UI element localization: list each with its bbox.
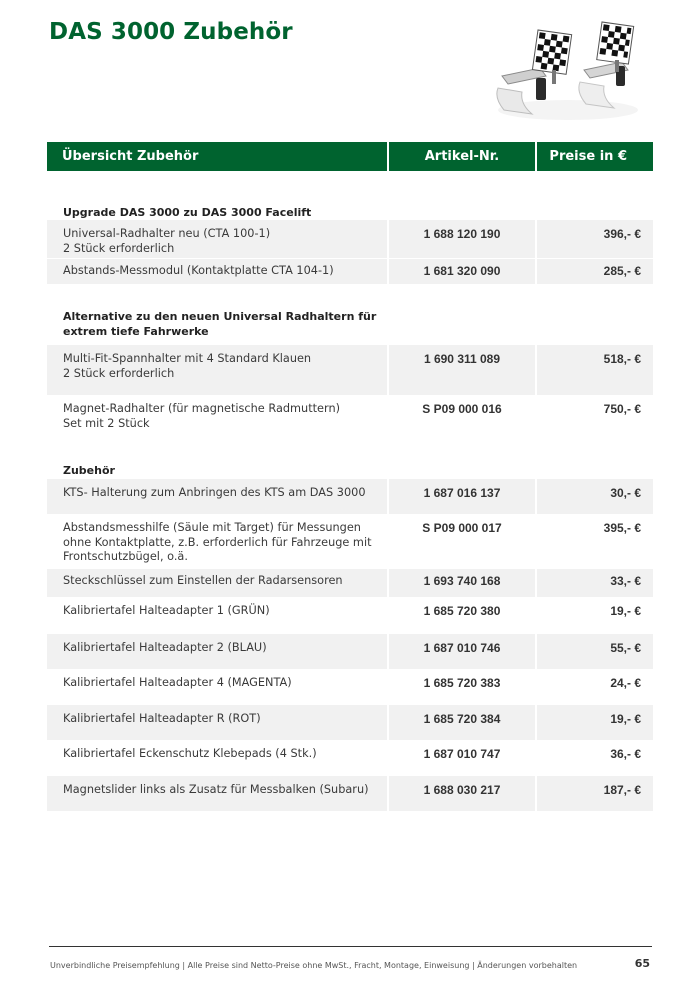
item-price: 396,- € xyxy=(603,227,641,241)
section-title: Zubehör xyxy=(63,464,115,477)
item-price: 19,- € xyxy=(610,712,641,726)
item-price: 24,- € xyxy=(610,676,641,690)
item-description: Magnetslider links als Zusatz für Messbalken (Subaru) xyxy=(63,783,369,796)
item-article-number: 1 687 010 746 xyxy=(423,641,501,655)
item-article-number: S P09 000 016 xyxy=(422,402,502,416)
header-article-number: Artikel-Nr. xyxy=(389,142,535,171)
table-row xyxy=(47,597,653,633)
page-title: DAS 3000 Zubehör xyxy=(49,19,293,45)
item-price: 55,- € xyxy=(610,641,641,655)
table-row xyxy=(47,479,653,514)
item-price: 285,- € xyxy=(603,264,641,278)
table-row xyxy=(47,514,653,569)
table-row xyxy=(47,776,653,811)
item-price: 187,- € xyxy=(603,783,641,797)
table-row xyxy=(47,345,653,395)
item-description: KTS- Halterung zum Anbringen des KTS am DAS 3000 xyxy=(63,486,366,499)
page-number: 65 xyxy=(634,957,650,970)
item-description: Multi-Fit-Spannhalter mit 4 Standard Klauen 2 Stück erforderlich xyxy=(63,352,312,380)
footer-divider xyxy=(49,946,652,947)
item-price: 750,- € xyxy=(603,402,641,416)
item-article-number: 1 685 720 380 xyxy=(423,604,501,618)
item-price: 395,- € xyxy=(603,521,641,535)
item-description: Kalibriertafel Eckenschutz Klebepads (4 Stk.) xyxy=(63,747,317,760)
item-description: Abstands-Messmodul (Kontaktplatte CTA 104-1) xyxy=(63,264,334,277)
section-title: Alternative zu den neuen Universal Radhaltern für extrem tiefe Fahrwerke xyxy=(63,310,377,338)
item-price: 33,- € xyxy=(610,574,641,588)
item-description: Steckschlüssel zum Einstellen der Radarsensoren xyxy=(63,574,343,587)
footer-disclaimer: Unverbindliche Preisempfehlung | Alle Preise sind Netto-Preise ohne MwSt., Fracht, Montage, Einweisung | Änderungen vorbehalten xyxy=(50,961,578,970)
item-article-number: 1 685 720 384 xyxy=(423,712,501,726)
item-article-number: 1 688 120 190 xyxy=(423,227,501,241)
item-description: Kalibriertafel Halteadapter 2 (BLAU) xyxy=(63,641,267,654)
item-price: 19,- € xyxy=(610,604,641,618)
item-article-number: 1 681 320 090 xyxy=(423,264,501,278)
item-price: 518,- € xyxy=(603,352,641,366)
wheel-target-illustration xyxy=(488,18,648,124)
item-article-number: S P09 000 017 xyxy=(422,521,502,535)
item-article-number: 1 690 311 089 xyxy=(423,352,501,366)
section-title: Upgrade DAS 3000 zu DAS 3000 Facelift xyxy=(63,206,312,219)
item-price: 30,- € xyxy=(610,486,641,500)
table-row xyxy=(47,705,653,740)
item-article-number: 1 688 030 217 xyxy=(423,783,501,797)
table-row xyxy=(47,220,653,258)
table-header xyxy=(47,142,653,171)
item-article-number: 1 687 016 137 xyxy=(423,486,501,500)
item-description: Kalibriertafel Halteadapter R (ROT) xyxy=(63,712,261,725)
table-row xyxy=(47,669,653,705)
item-article-number: 1 685 720 383 xyxy=(423,676,501,690)
item-price: 36,- € xyxy=(610,747,641,761)
header-description: Übersicht Zubehör xyxy=(47,142,387,171)
header-price: Preise in € xyxy=(537,142,653,171)
table-row xyxy=(47,259,653,284)
table-row xyxy=(47,395,653,445)
table-row xyxy=(47,740,653,776)
item-article-number: 1 687 010 747 xyxy=(423,747,501,761)
item-description: Magnet-Radhalter (für magnetische Radmuttern) Set mit 2 Stück xyxy=(63,402,341,430)
table-row xyxy=(47,569,653,597)
item-article-number: 1 693 740 168 xyxy=(423,574,501,588)
item-description: Abstandsmesshilfe (Säule mit Target) für Messungen ohne Kontaktplatte, z.B. erforderlich für Fahrzeuge mit Frontschutzbügel, o.ä. xyxy=(63,521,372,564)
item-description: Universal-Radhalter neu (CTA 100-1) 2 Stück erforderlich xyxy=(63,227,271,255)
item-description: Kalibriertafel Halteadapter 4 (MAGENTA) xyxy=(63,676,292,689)
table-row xyxy=(47,634,653,669)
item-description: Kalibriertafel Halteadapter 1 (GRÜN) xyxy=(63,604,270,617)
